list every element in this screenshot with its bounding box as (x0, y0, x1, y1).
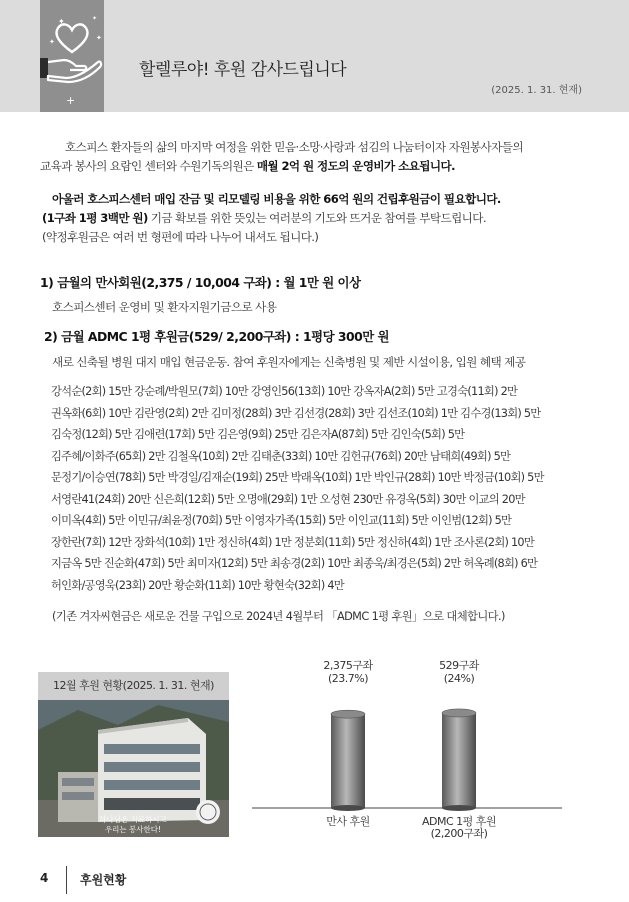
donor-list (51, 381, 591, 596)
svg-text:하나님은 치료하시고: 하나님은 치료하시고 (99, 815, 167, 824)
chart-bar-cap (331, 710, 365, 718)
svg-text:✦: ✦ (49, 38, 55, 46)
donor-line: 허인화/공영욱(23회) 20만 황순화(11회) 10만 황현숙(32회) 4만 (51, 578, 344, 592)
donor-line: 지금옥 5만 진순화(47회) 5만 최미자(12회) 5만 최송경(2회) 10만 최종욱/최경은(5회) 2만 허옥례(8회) 6만 (51, 557, 538, 570)
svg-text:✦: ✦ (58, 17, 65, 26)
donor-line: 장한란(7회) 12만 장화석(10회) 1만 정신하(4회) 1만 정분회(11회) 5만 정신하(4회) 1만 조사론(2회) 10만 (51, 535, 535, 549)
photo-caption: 12월 후원 현황(2025. 1. 31. 현재) (38, 672, 229, 700)
chart-bar-cap (442, 709, 476, 717)
donor-line: 김주혜/이화주(65회) 2만 김철옥(10회) 2만 김태춘(33회) 10만 김헌규(76회) 20만 남태희(49회) 5만 (51, 449, 511, 463)
section1-desc: 호스피스센터 운영비 및 환자지원기금으로 사용 (52, 300, 277, 314)
footer-section: 후원현황 (80, 873, 127, 887)
chart-data-label: (24%) (443, 672, 475, 685)
intro-paragraph-1b (40, 157, 590, 176)
status-photo-card (38, 672, 229, 837)
svg-text:✦: ✦ (92, 15, 98, 22)
donor-line: 서영란41(24회) 20만 신은희(12회) 5만 오명애(29회) 1만 오성현 230만 유경옥(5회) 30만 이교의 20만 (51, 492, 525, 506)
donor-line: 김숙정(12회) 5만 김애련(17회) 5만 김은영(9회) 25만 김은자A(87회) 5만 김인숙(5회) 5만 (51, 428, 465, 441)
donor-line: 이미옥(4회) 5만 이민규/최윤정(70회) 5만 이영자가족(15회) 5만 이인교(11회) 5만 이인범(12회) 5만 (51, 514, 512, 527)
header-date: (2025. 1. 31. 현재) (491, 85, 582, 96)
building-illustration (38, 700, 229, 837)
chart-bar-base (331, 805, 365, 811)
donation-chart (240, 655, 570, 855)
chart-data-label: (23.7%) (327, 672, 369, 685)
intro-line-2-bold: 매월 2억 원 정도의 운영비가 소요됩니다. (256, 159, 455, 173)
chart-category-label: (2,200구좌) (430, 827, 488, 840)
section2-desc: 새로 신축될 병원 대지 매입 현금운동. 참여 후원자에게는 신축병원 및 제반 시설이용, 입원 혜택 제공 (52, 355, 526, 369)
intro-appeal: 기금 확보를 위한 뜻있는 여러분의 기도와 뜨거운 참여를 부탁드립니다. (147, 211, 486, 225)
svg-text:+: + (66, 94, 76, 107)
donor-line: 권옥화(6회) 10만 김란영(2회) 2만 김미정(28회) 3만 김선경(28회) 3만 김선조(10회) 1만 김수경(13회) 5만 (51, 406, 541, 420)
heart-hand-icon (40, 0, 104, 112)
section2-title: 2) 금월 ADMC 1평 후원금(529/ 2,200구좌) : 1평당 300만 원 (44, 329, 390, 344)
chart-bar (331, 714, 365, 808)
page-title: 할렐루야! 후원 감사드립니다 (139, 60, 347, 80)
header-band (0, 0, 629, 112)
page-number: 4 (40, 871, 49, 885)
intro-paragraph-1 (40, 138, 590, 157)
chart-category-label: ADMC 1평 후원 (421, 815, 497, 828)
svg-text:✦: ✦ (96, 34, 102, 42)
intro-unit-bold: (1구좌 1평 3백만 원) (42, 211, 148, 225)
donor-line: 문정기/이승연(78회) 5만 박경일/김재순(19회) 25만 박래옥(10회) 1만 박인규(28회) 10만 박정금(10회) 5만 (51, 471, 544, 484)
intro-line-2: 교육과 봉사의 요람인 센터와 수원기독의원은 (40, 159, 257, 173)
chart-category-label: 만사 후원 (326, 815, 370, 828)
chart-data-label: 529구좌 (439, 659, 479, 672)
donor-line: 강석순(2회) 15만 강순례/박원모(7회) 10만 강영인56(13회) 10만 강옥자A(2회) 5만 고경숙(11회) 2만 (51, 385, 518, 398)
chart-bar (442, 713, 476, 808)
intro-line-1: 호스피스 환자들의 삶의 마지막 여정을 위한 믿음·소망·사랑과 섬김의 나눔터이자 자원봉사자들의 (65, 140, 523, 154)
footer-divider (66, 866, 67, 894)
chart-bar-base (442, 805, 476, 811)
svg-text:우리는 봉사한다!: 우리는 봉사한다! (104, 825, 162, 834)
header-icon-panel (40, 0, 104, 112)
intro-pledge-note: (약정후원금은 여러 번 형편에 따라 나누어 내셔도 됩니다.) (42, 230, 319, 244)
intro-paragraph-2b (42, 209, 592, 228)
chart-data-label: 2,375구좌 (323, 659, 373, 672)
replacement-note: (기존 겨자씨현금은 새로운 건물 구입으로 2024년 4월부터 「ADMC 1평 후원」으로 대체합니다.) (52, 610, 505, 623)
intro-paragraph-2: 아울러 호스피스센터 매입 잔금 및 리모델링 비용을 위한 66억 원의 건립후원금이 필요합니다. (52, 192, 501, 206)
building-photo (38, 700, 229, 837)
section1-title: 1) 금월의 만사회원(2,375 / 10,004 구좌) : 월 1만 원 이상 (40, 275, 361, 290)
